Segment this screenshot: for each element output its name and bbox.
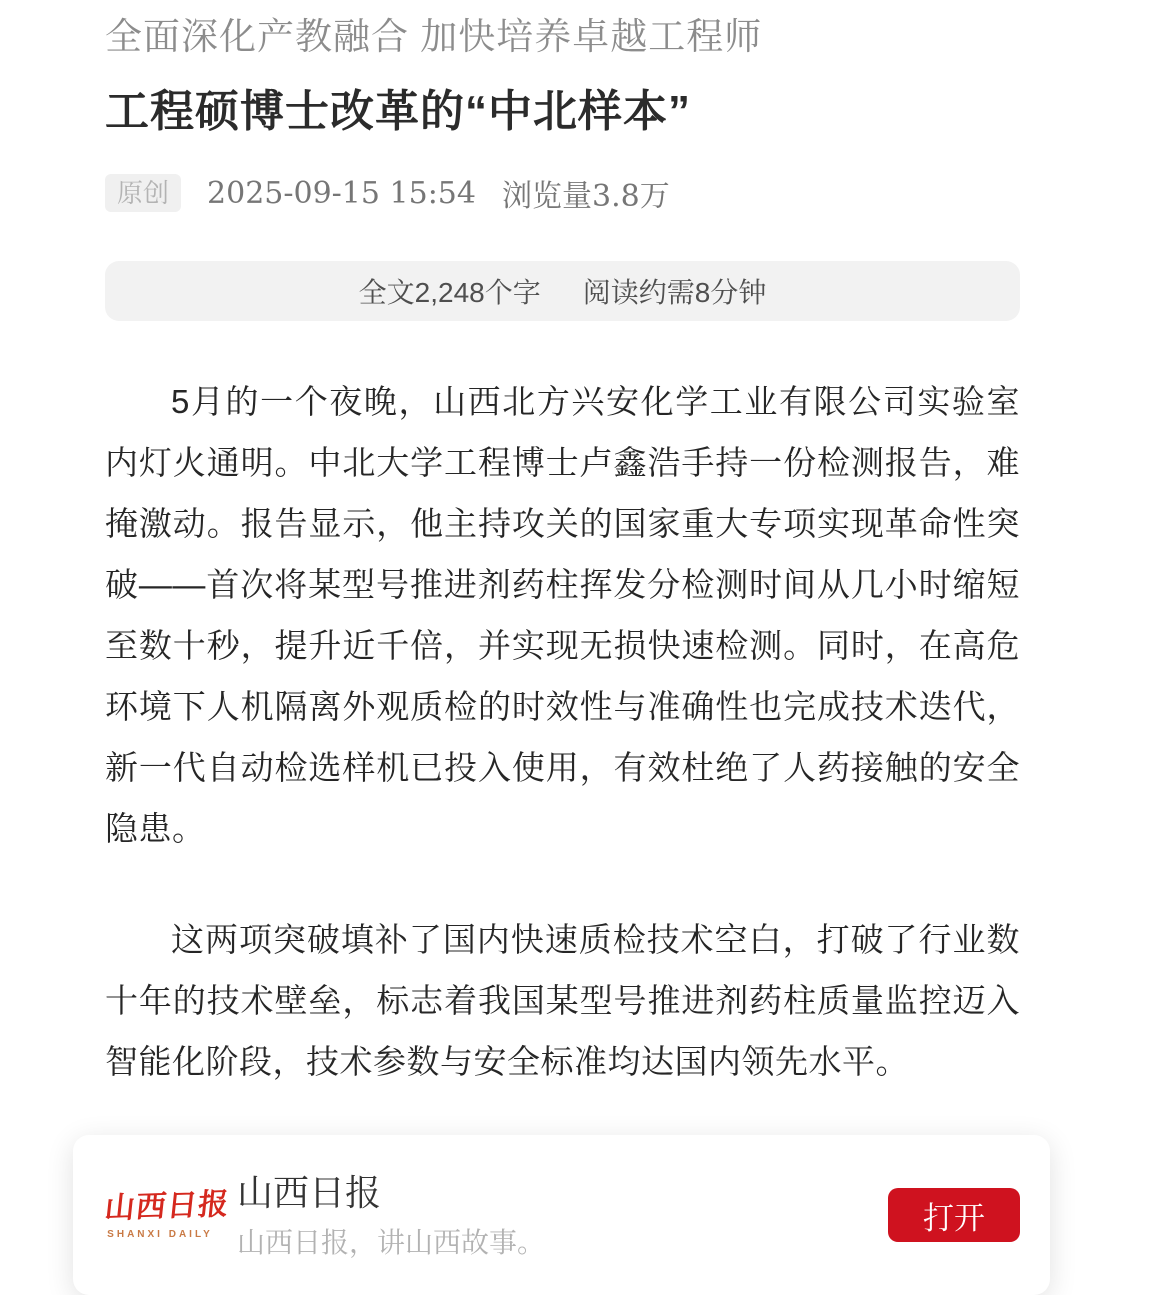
logo-english-text: SHANXI DAILY (107, 1229, 213, 1240)
word-count-label: 全文2,248个字 (358, 277, 541, 309)
article-meta-row (105, 171, 1020, 215)
article-kicker: 全面深化产教融合 加快培养卓越工程师 (105, 16, 763, 57)
article-body (105, 371, 1020, 1092)
app-slogan: 山西日报，讲山西故事。 (237, 1226, 546, 1258)
article-paragraph: 这两项突破填补了国内快速质检技术空白，打破了行业数十年的技术壁垒，标志着我国某型号推进剂药柱质量监控迈入智能化阶段，技术参数与安全标准均达国内领先水平。 (105, 921, 1020, 1081)
read-time-label: 阅读约需8分钟 (582, 277, 767, 309)
app-promo-card[interactable] (73, 1135, 1050, 1295)
shanxi-daily-logo (102, 1187, 232, 1240)
publish-datetime: 2025-09-15 15:54 (207, 175, 476, 211)
word-count-bar (105, 261, 1020, 321)
original-badge: 原创 (105, 174, 181, 213)
logo-calligraphy-text: 山西日报 (102, 1187, 232, 1226)
article-title: 工程硕博士改革的“中北样本” (105, 87, 691, 137)
open-app-button[interactable]: 打开 (888, 1188, 1020, 1242)
promo-text-block (237, 1171, 888, 1260)
app-name: 山西日报 (237, 1171, 382, 1213)
article-paragraph: 5月的一个夜晚，山西北方兴安化学工业有限公司实验室内灯火通明。中北大学工程博士卢鑫浩手持一份检测报告，难掩激动。报告显示，他主持攻关的国家重大专项实现革命性突破——首次将某型号推进剂药柱挥发分检测时间从几小时缩短至数十秒，提升近千倍，并实现无损快速检测。同时，在高危环境下人机隔离外观质检的时效性与准确性也完成技术迭代，新一代自动检选样机已投入使用，有效杜绝了人药接触的安全隐患。 (105, 383, 1020, 848)
view-count: 浏览量3.8万 (501, 179, 670, 215)
